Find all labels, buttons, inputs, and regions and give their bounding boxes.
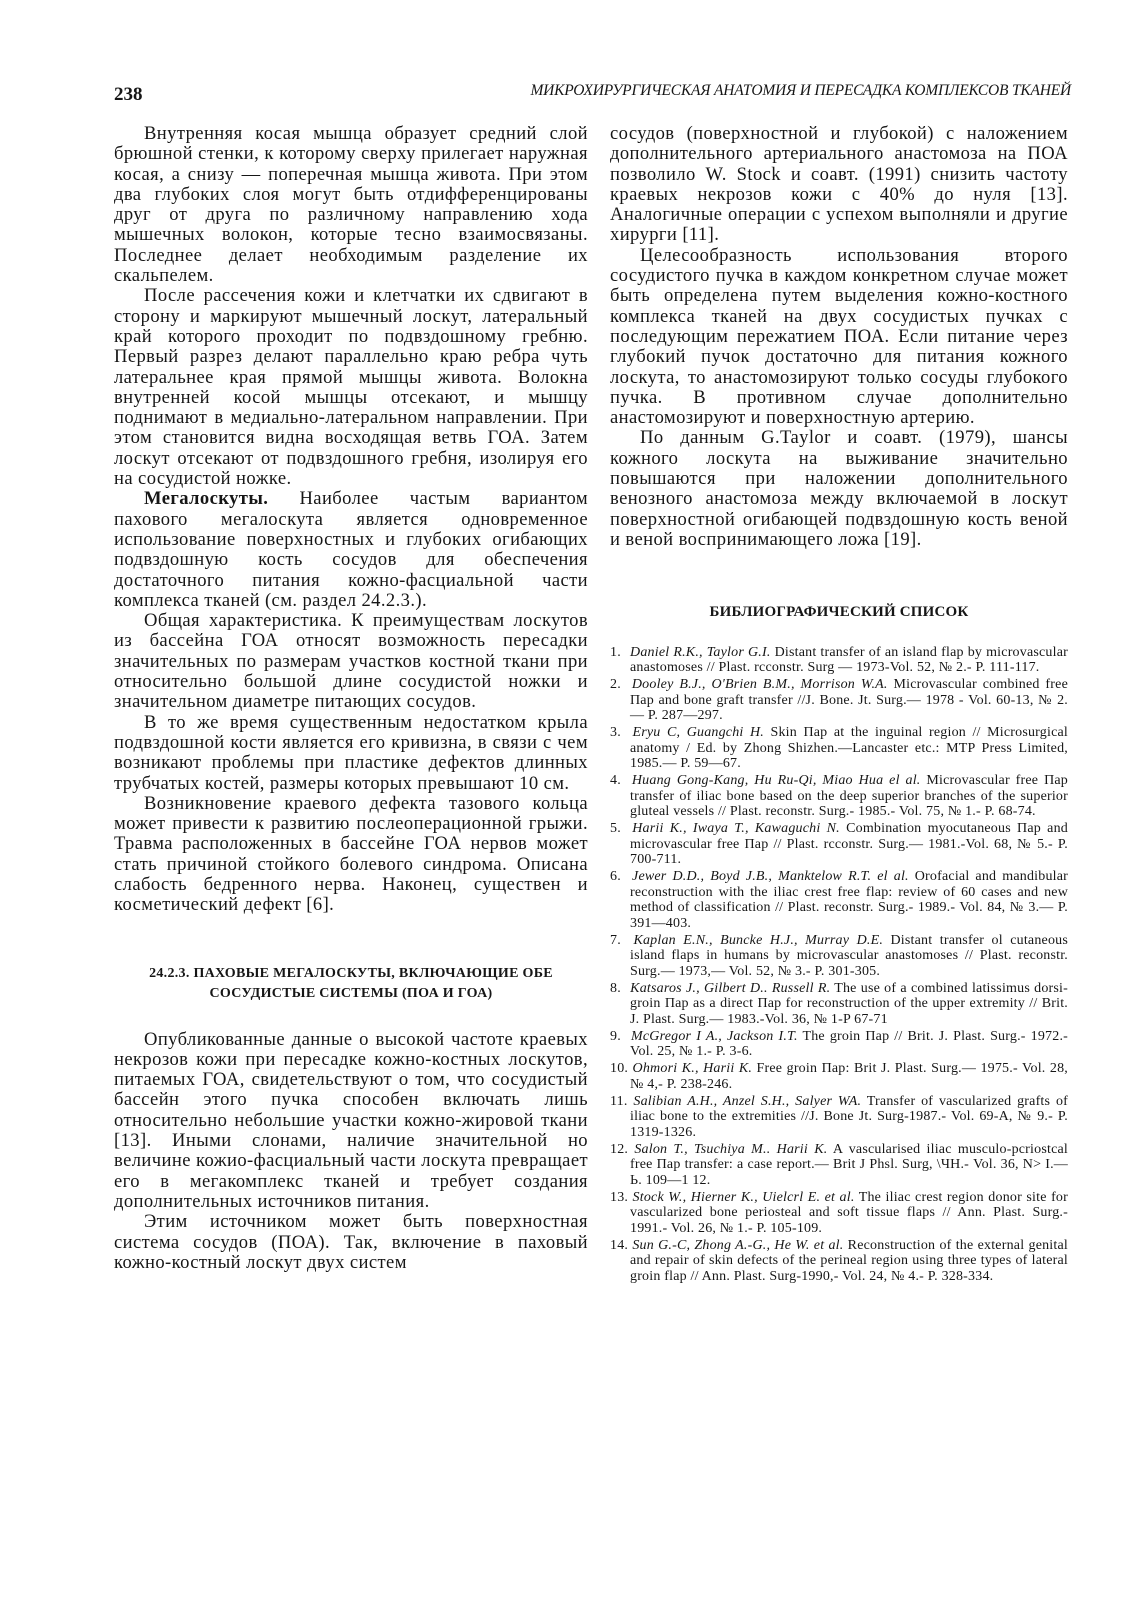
bibliography-entry-authors: Eryu C, Guangchi H.	[632, 725, 765, 741]
bibliography-entry	[610, 1142, 1068, 1189]
bibliography-entry-text: Distant transfer of an island flap by microvascular anastomoses // Plast. rcconstr. Surg — 1973-Vol. 52, № 2.- P. 111-117.	[630, 644, 1068, 676]
bibliography-entry-text: Skin Пар at the inguinal region // Microsurgical anatomy / Ed. by Zhong Shizhen.—Lancaster etc.: MTP Press Limited, 1985.— P. 59—67.	[630, 725, 1068, 772]
bibliography-entry-number: 11.	[610, 1093, 628, 1109]
megaflaps-text: Наиболее частым вариантом пахового мегалоскута является одновременное использование поверхностных и глубоких огибающих подвздошную кость сосудов для обеспечения достаточного питания кожно-фасциальной части комплекса тканей (см. раздел 24.2.3.).	[114, 488, 588, 611]
running-title: МИКРОХИРУРГИЧЕСКАЯ АНАТОМИЯ И ПЕРЕСАДКА КОМПЛЕКСОВ ТКАНЕЙ	[530, 82, 1071, 99]
bibliography-entry-authors: McGregor I A., Jackson I.T.	[631, 1028, 798, 1044]
bibliography-entry-authors: Kaplan E.N., Buncke H.J., Murray D.E.	[633, 932, 884, 948]
body-paragraph: В то же время существенным недостатком крыла подвздошной кости является его кривизна, в связи с чем возникают проблемы при пластике дефектов длинных трубчатых костей, размеры которых превышают 10 см.	[114, 711, 588, 794]
megaflaps-runin-heading: Мегалоскуты.	[144, 488, 269, 510]
bibliography-heading: БИБЛИОГРАФИЧЕСКИЙ СПИСОК	[709, 604, 969, 621]
bibliography-entry-number: 8.	[610, 980, 621, 996]
page-number: 238	[114, 84, 143, 105]
bibliography-entry-text: Reconstruction of the external genital and repair of skin defects of the perineal region using three types of lateral groin flap // Ann. Plast. Surg-1990,- Vol. 24, № 4.- P. 328-334.	[630, 1237, 1068, 1284]
bibliography-entry	[610, 1029, 1068, 1060]
bibliography-entry-text: Microvascular combined free Пар and bone graft transfer //J. Bone. Jt. Surg.— 1978 - Vol. 60-13, № 2.— P. 287—297.	[630, 677, 1068, 724]
bibliography-entry	[610, 933, 1068, 980]
bibliography-entry-number: 5.	[610, 821, 621, 837]
bibliography-entry	[610, 981, 1068, 1028]
bibliography-entry-authors: Jewer D.D., Boyd J.B., Manktelow R.T. el al.	[632, 869, 909, 885]
bibliography-entry	[610, 1061, 1068, 1092]
bibliography-entry-authors: Dooley B.J., O'Brien B.M., Morrison W.A.	[631, 677, 888, 693]
section-heading: 24.2.3. ПАХОВЫЕ МЕГАЛОСКУТЫ, ВКЛЮЧАЮЩИЕ ОБЕ СОСУДИСТЫЕ СИСТЕМЫ (ПОА И ГОА)	[149, 965, 553, 1001]
bibliography-entry-authors: Daniel R.K., Taylor G.I.	[630, 644, 771, 660]
bibliography-entry-authors: Harii K., Iwaya T., Kawaguchi N.	[632, 821, 840, 837]
bibliography-entry-number: 4.	[610, 773, 621, 789]
bibliography-entry-number: 7.	[610, 932, 621, 948]
bibliography-entry	[610, 1190, 1068, 1237]
body-paragraph: Этим источником может быть поверхностная система сосудов (ПОА). Так, включение в паховый кожно-костный лоскут двух систем	[114, 1211, 588, 1273]
bibliography-entry-text: The groin Пар // Brit. J. Plast. Surg.- 1972.- Vol. 25, № 1.- P. 3-6.	[630, 1028, 1069, 1060]
bibliography-entry-authors: Katsaros J., Gilbert D.. Russell R.	[630, 980, 831, 996]
body-paragraph: Возникновение краевого дефекта тазового кольца может привести к развитию послеоперационной грыжи. Травма расположенных в бассейне ГОА нервов может стать причиной стойкого болевого синдрома. Описана слабость бедренного нерва. Наконец, существен и косметический дефект [6].	[114, 792, 588, 916]
bibliography-entry-text: Free groin Пар: Brit J. Plast. Surg.— 1975.- Vol. 28, № 4,- P. 238-246.	[630, 1061, 1069, 1092]
body-paragraph: сосудов (поверхностной и глубокой) с наложением дополнительного артериального анастомоза на ПОА позволило W. Stock и соавт. (1991) снизить частоту краевых некрозов кожи с 40% до нуля [13]. Аналогичные операции с успехом выполняли и другие хирурги [11].	[610, 123, 1068, 246]
body-paragraph: Общая характеристика. К преимуществам лоскутов из бассейна ГОА относят возможность пересадки значительных по размерам участков костной ткани при относительно большой длине сосудистой ножки и значительном диаметре питающих сосудов.	[114, 610, 588, 713]
right-column	[610, 124, 1068, 1286]
bibliography-entry-text: Distant transfer ol cutaneous island flaps in humans by microvascular anastomoses // Plast. reconstr. Surg.— 1973,— Vol. 52, № 3.- P. 301-305.	[630, 932, 1069, 979]
body-paragraph: Внутренняя косая мышца образует средний слой брюшной стенки, к которому сверху прилегает наружная косая, а снизу — поперечная мышца живота. При этом два глубоких слоя могут быть отдифференцированы друг от друга по различному направлению хода мышечных волокон, которые тесно взаимосвязаны. Последнее делает необходимым разделение их скальпелем.	[114, 123, 588, 287]
bibliography-entry-number: 9.	[610, 1028, 621, 1044]
body-paragraph: После рассечения кожи и клетчатки их сдвигают в сторону и маркируют мышечный лоскут, латеральный край которого проходит по подвздошному гребню. Первый разрез делают параллельно краю ребра чуть латеральнее края прямой мышцы живота. Волокна внутренней косой мышцы отсекают, и мышцу поднимают в медиально-латеральном направлении. При этом становится видна восходящая ветвь ГОА. Затем лоскут отсекают от подвздошного гребня, изолируя его на сосудистой ножке.	[114, 285, 588, 490]
bibliography-entry-number: 1.	[610, 644, 621, 660]
body-paragraph: Целесообразность использования второго сосудистого пучка в каждом конкретном случае может быть определена путем выделения кожно-костного комплекса тканей на двух сосудистых пучках с последующим пережатием ПОА. Если питание через глубокий пучок достаточно для питания кожного лоскута, то анастомозируют только сосуды глубокого пучка. В противном случае дополнительно анастомозируют и поверхностную артерию.	[610, 244, 1068, 429]
bibliography-entry	[610, 725, 1068, 772]
bibliography-entry-number: 14.	[610, 1237, 629, 1253]
left-column	[114, 124, 588, 1273]
bibliography-entry-text: Combination myocutaneous Пар and microvascular free Пар // Plast. rcconstr. Surg.— 1981.-Vol. 68, № 5.- P. 700-711.	[630, 821, 1068, 868]
bibliography-entry-text: The use of a combined latissimus dorsi-groin Пар as a direct Пар for reconstruction of the upper extremity // Brit. J. Plast. Surg.— 1983.-Vol. 36, № 1-P 67-71	[630, 980, 1068, 1027]
megaflaps-paragraph	[114, 489, 588, 611]
bibliography-entry-authors: Stock W., Hierner K., Uielcrl E. et al.	[632, 1189, 855, 1205]
bibliography-entry-text: The iliac crest region donor site for vascularized bone periosteal and soft tissue flaps // Ann. Plast. Surg.- 1991.- Vol. 26, № 1.- P. 105-109.	[630, 1189, 1068, 1236]
bibliography-entry-authors: Ohmori K., Harii K.	[632, 1061, 753, 1077]
bibliography-entry	[610, 1238, 1068, 1285]
bibliography-entry	[610, 645, 1068, 676]
bibliography-entry-authors: Salon T., Tsuchiya M.. Harii K.	[634, 1141, 828, 1157]
bibliography-entry-text: A vascularised iliac musculo-pcriostcal free Пар transfer: a case report.— Brit J Phsl. Surg, \ЧН.- Vol. 36, N> I.— Ь. 109—1 12.	[630, 1141, 1068, 1188]
bibliography-entry	[610, 821, 1068, 868]
bibliography-entry-number: 13.	[610, 1189, 629, 1205]
bibliography-entry	[610, 773, 1068, 820]
bibliography-entry-text: Transfer of vascularized grafts of iliac bone to the extremities //J. Bone Jt. Surg-1987.- Vol. 69-A, № 9.- P. 1319-1326.	[630, 1093, 1069, 1140]
bibliography-list	[610, 645, 1068, 1285]
bibliography-entry	[610, 1094, 1068, 1141]
body-paragraph: По данным G.Taylor и соавт. (1979), шансы кожного лоскута на выживание значительно повышаются при наложении дополнительного венозного анастомоза между включаемой в лоскут поверхностной огибающей подвздошную кость веной и веной воспринимающего ложа [19].	[610, 427, 1068, 550]
bibliography-entry	[610, 869, 1068, 931]
bibliography-entry-authors: Huang Gong-Kang, Hu Ru-Qi, Miao Hua el al.	[631, 773, 921, 789]
bibliography-entry-number: 2.	[610, 677, 621, 693]
bibliography-entry-number: 3.	[610, 725, 621, 741]
bibliography-entry-text: Orofacial and mandibular reconstruction with the iliac crest free flap: review of 60 cases and new method of classification // Plast. reconstr. Surg.- 1989.- Vol. 84, № 3.— P. 391—403.	[630, 869, 1069, 931]
bibliography-entry	[610, 677, 1068, 724]
bibliography-entry-authors: Salibian A.H., Anzel S.H., Salyer WA.	[633, 1093, 862, 1109]
body-paragraph: Опубликованные данные о высокой частоте краевых некрозов кожи при пересадке кожно-костных лоскутов, питаемых ГОА, свидетельствуют о том, что сосудистый бассейн этого пучка способен включать лишь относительно небольшие участки кожно-жировой ткани [13]. Иными слонами, наличие значительной но величине кожио-фасциальный части лоскута превращает его в мегакомплекс тканей и требует создания дополнительных источников питания.	[114, 1028, 588, 1212]
bibliography-entry-number: 10.	[610, 1061, 629, 1077]
bibliography-entry-authors: Sun G.-C, Zhong A.-G., He W. et al.	[632, 1237, 844, 1253]
bibliography-entry-text: Microvascular free Пар transfer of iliac bone based on the deep superior branches of the superior gluteal vessels // Plast. reconstr. Surg.- 1985.- Vol. 75, № 1.- P. 68-74.	[630, 773, 1068, 820]
bibliography-entry-number: 6.	[610, 869, 621, 885]
bibliography-entry-number: 12.	[610, 1141, 629, 1157]
